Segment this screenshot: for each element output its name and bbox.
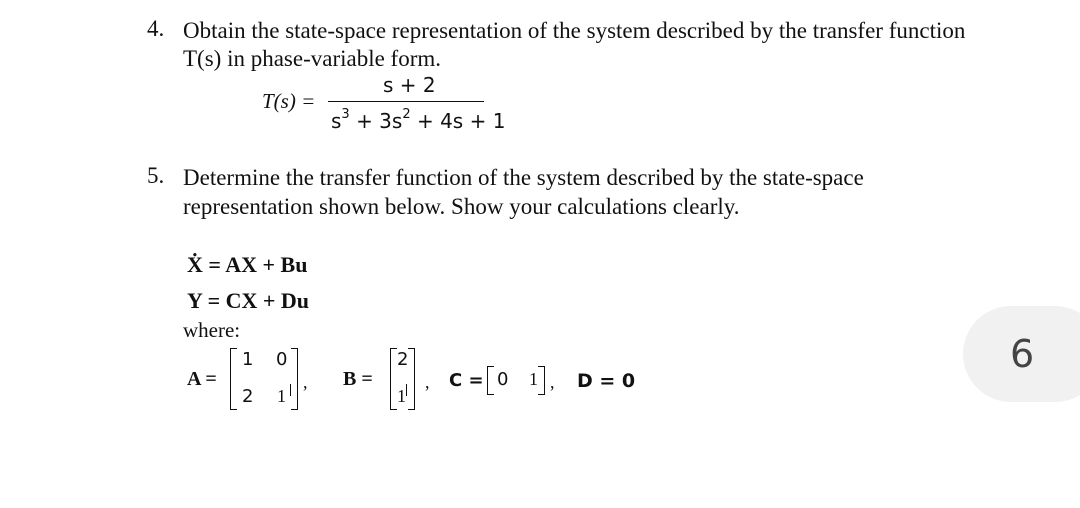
question-4-line1: Obtain the state-space representation of the system described by the transfer function: [183, 18, 966, 43]
matrix-a-cell: 1: [277, 386, 286, 406]
separator-comma: ,: [550, 372, 555, 392]
matrix-b-label: B =: [343, 368, 373, 390]
matrix-a-cell: 0: [276, 349, 288, 370]
matrix-c-label: C =: [449, 370, 484, 391]
matrix-c-right-bracket: [538, 366, 545, 395]
matrix-b-artifact: [406, 384, 407, 396]
question-4-line2: T(s) in phase-variable form.: [183, 46, 442, 71]
state-equation: Ẋ = AX + Bu: [187, 252, 308, 277]
question-5-line2: representation shown below. Show your calculations clearly.: [183, 194, 740, 219]
matrix-c-left-bracket: [487, 366, 494, 395]
transfer-function-denominator: $s^3 + 3s^2 + 4s + 1$: [331, 107, 506, 133]
matrix-a-cell: 2: [242, 386, 254, 407]
where-label: where:: [183, 318, 241, 342]
matrix-b-right-bracket: [408, 348, 415, 410]
matrix-d-equation: D = 0: [577, 370, 636, 392]
question-5-number: 5.: [147, 163, 165, 188]
matrix-b-left-bracket: [390, 348, 397, 410]
separator-comma: ,: [425, 372, 430, 392]
question-5-line1: Determine the transfer function of the system described by the state-space: [183, 165, 864, 190]
matrix-b-cell: 1: [397, 386, 406, 406]
output-equation: Y = CX + Du: [187, 288, 310, 313]
matrix-b-cell: 2: [397, 349, 409, 370]
page-number: 6: [1010, 332, 1035, 376]
matrix-a-left-bracket: [230, 348, 237, 410]
transfer-function-numerator: s + 2: [383, 73, 436, 97]
matrix-a-cell: 1: [242, 349, 254, 370]
separator-comma: ,: [303, 372, 308, 392]
matrix-a-label: A =: [187, 368, 217, 390]
matrix-c-cell: 1: [529, 369, 538, 389]
fraction-bar: [328, 101, 484, 102]
question-4-number: 4.: [147, 16, 165, 41]
matrix-a-right-bracket: [291, 348, 298, 410]
transfer-function-lhs: T(s) =: [262, 89, 316, 113]
matrix-c-cell: 0: [497, 369, 509, 390]
